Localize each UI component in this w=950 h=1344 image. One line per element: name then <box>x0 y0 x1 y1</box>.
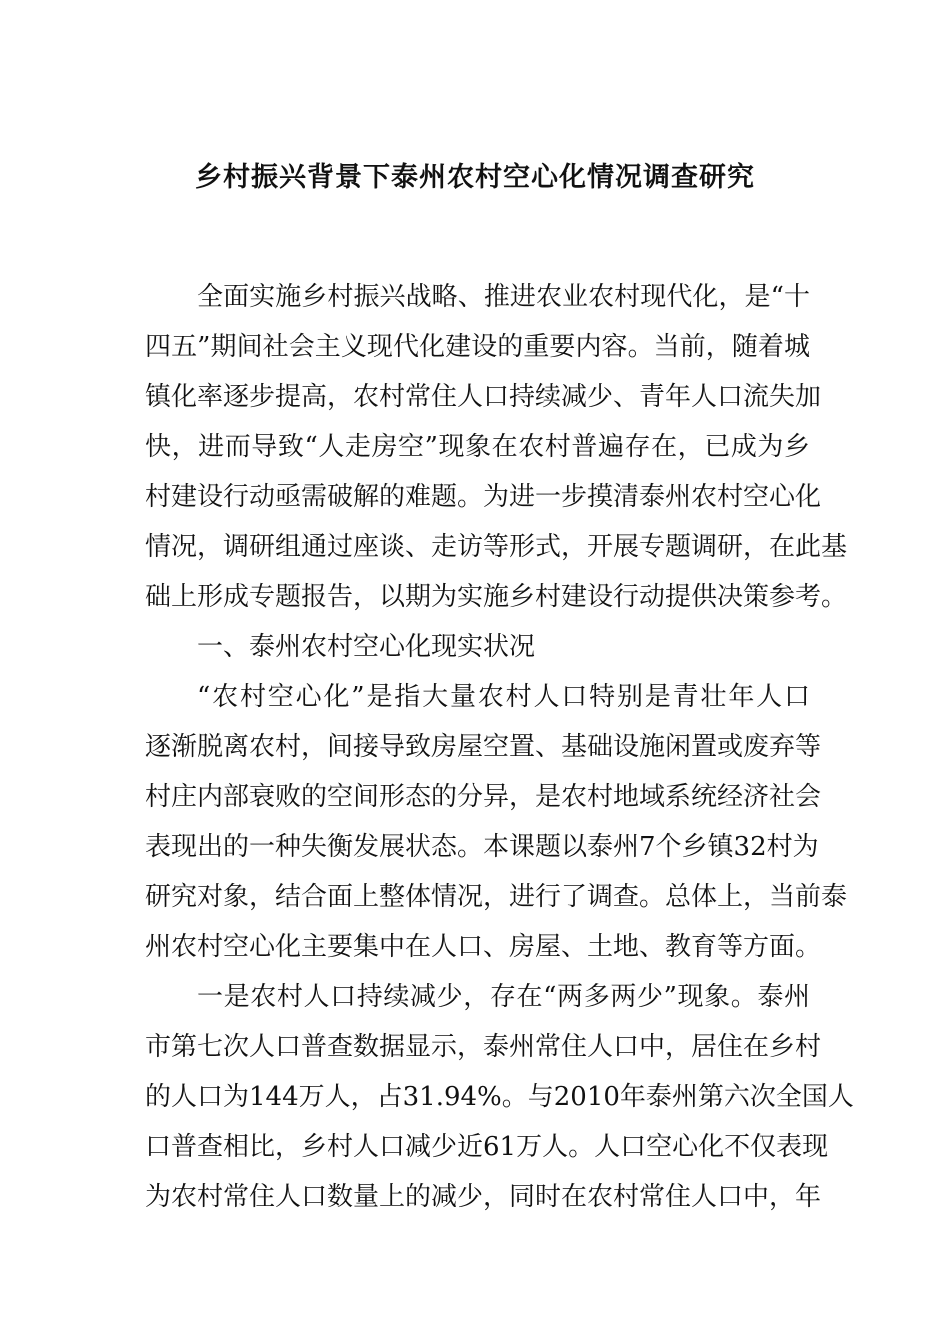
paragraph-line: 情况，调研组通过座谈、走访等形式，开展专题调研，在此基 <box>145 532 848 562</box>
paragraph-line: 州农村空心化主要集中在人口、房屋、土地、教育等方面。 <box>145 932 822 962</box>
paragraph-line: 表现出的一种失衡发展状态。本课题以泰州7个乡镇32村为 <box>145 832 819 862</box>
paragraph-line: 础上形成专题报告，以期为实施乡村建设行动提供决策参考。 <box>145 582 848 612</box>
paragraph-line: 研究对象，结合面上整体情况，进行了调查。总体上，当前泰 <box>145 882 848 912</box>
paragraph-line: 村庄内部衰败的空间形态的分异，是农村地域系统经济社会 <box>145 782 822 812</box>
paragraph-line: 村建设行动亟需破解的难题。为进一步摸清泰州农村空心化 <box>145 482 822 512</box>
paragraph-line: 快，进而导致“人走房空”现象在农村普遍存在，已成为乡 <box>145 432 810 462</box>
paragraph-line: 逐渐脱离农村，间接导致房屋空置、基础设施闲置或废弃等 <box>145 732 822 762</box>
document-title: 乡村振兴背景下泰州农村空心化情况调查研究 <box>195 162 755 193</box>
paragraph-line: 一是农村人口持续减少，存在“两多两少”现象。泰州 <box>197 982 810 1012</box>
paragraph-line: 镇化率逐步提高，农村常住人口持续减少、青年人口流失加 <box>145 382 822 412</box>
paragraph-line: 全面实施乡村振兴战略、推进农业农村现代化，是“十 <box>197 282 810 312</box>
paragraph-line: 为农村常住人口数量上的减少，同时在农村常住人口中，年 <box>145 1182 822 1212</box>
paragraph-line: 的人口为144万人，占31.94%。与2010年泰州第六次全国人 <box>145 1082 854 1112</box>
paragraph-line: “农村空心化”是指大量农村人口特别是青壮年人口 <box>197 682 810 712</box>
paragraph-line: 口普查相比，乡村人口减少近61万人。人口空心化不仅表现 <box>145 1132 829 1162</box>
paragraph-line: 四五”期间社会主义现代化建设的重要内容。当前，随着城 <box>145 332 810 362</box>
section-heading: 一、泰州农村空心化现实状况 <box>197 632 536 662</box>
paragraph-line: 市第七次人口普查数据显示，泰州常住人口中，居住在乡村 <box>145 1032 822 1062</box>
